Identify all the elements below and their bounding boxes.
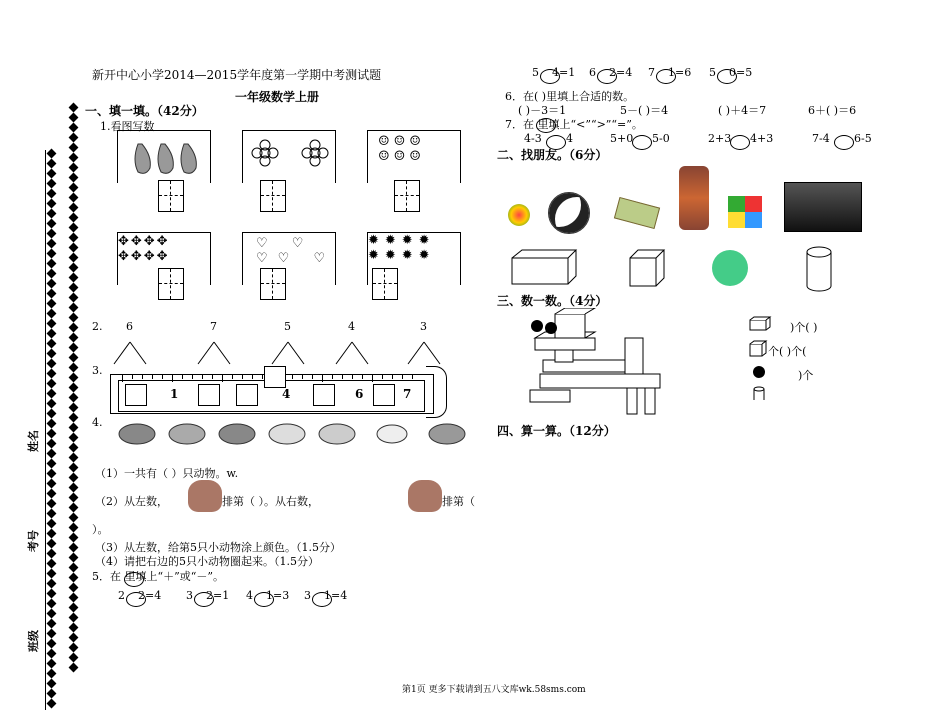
side-diamond xyxy=(47,219,57,229)
border-diamond xyxy=(69,443,79,453)
border-diamond xyxy=(69,253,79,263)
cat-icon xyxy=(188,480,222,512)
question-5: 5．在 里填上“＋”或“－”。 xyxy=(92,570,224,583)
side-diamond xyxy=(47,439,57,449)
side-diamond xyxy=(47,229,57,239)
border-diamond xyxy=(69,603,79,613)
question-4-2d: ）。 xyxy=(92,523,109,536)
ruler-tick xyxy=(152,374,153,379)
question-4-4: （4）请把右边的5只小动物圈起来。（1.5分） xyxy=(95,555,319,568)
side-diamond xyxy=(47,609,57,619)
answer-circle[interactable] xyxy=(730,135,750,150)
border-diamond xyxy=(69,563,79,573)
ruler-tick xyxy=(192,374,193,379)
question-6: 6．在( )里填上合适的数。 xyxy=(505,90,635,103)
border-diamond xyxy=(69,633,79,643)
ruler-tick xyxy=(252,374,253,379)
border-diamond xyxy=(69,183,79,193)
side-diamond xyxy=(47,569,57,579)
border-diamond xyxy=(69,243,79,253)
side-label-number: 考号 xyxy=(27,530,40,552)
border-diamond xyxy=(69,463,79,473)
border-diamond xyxy=(69,583,79,593)
side-diamond xyxy=(47,659,57,669)
ruler-tick xyxy=(362,374,363,379)
equation-right: 6-5 xyxy=(854,132,872,145)
equation-right: 2=4 xyxy=(138,589,162,602)
number-bond-lines xyxy=(184,340,244,370)
border-diamond xyxy=(69,543,79,553)
answer-box[interactable] xyxy=(313,384,335,406)
side-diamond xyxy=(47,579,57,589)
border-diamond xyxy=(69,113,79,123)
side-diamond xyxy=(47,399,57,409)
side-diamond xyxy=(47,669,57,679)
answer-box[interactable] xyxy=(236,384,258,406)
side-line xyxy=(45,150,46,710)
side-diamond xyxy=(47,539,57,549)
number-bond-top: 3 xyxy=(420,320,427,333)
ruler-tick xyxy=(402,374,403,379)
border-diamond xyxy=(69,163,79,173)
border-diamond xyxy=(69,423,79,433)
side-diamond xyxy=(47,509,57,519)
box-icon xyxy=(614,197,660,229)
side-diamond xyxy=(47,489,57,499)
side-diamond xyxy=(47,469,57,479)
border-diamond xyxy=(69,393,79,403)
ruler-number: 7 xyxy=(403,387,412,401)
question-4-2b: 排第（ ）。从右数， xyxy=(222,495,319,508)
sun-icon: ✹✹✹✹ ✹✹✹✹ xyxy=(368,233,436,263)
side-diamond xyxy=(47,589,57,599)
side-diamond xyxy=(47,209,57,219)
side-diamond xyxy=(47,309,57,319)
equation-left: 7-4 xyxy=(812,132,830,145)
side-diamond xyxy=(47,689,57,699)
side-diamond xyxy=(47,499,57,509)
side-diamond xyxy=(47,259,57,269)
number-bond-top: 7 xyxy=(210,320,217,333)
ruler-tick xyxy=(232,374,233,379)
equation-right: 0=5 xyxy=(729,66,753,79)
side-label-name: 姓名 xyxy=(27,430,40,452)
ruler-tick xyxy=(122,374,123,382)
border-diamond xyxy=(69,483,79,493)
number-bond-lines xyxy=(100,340,160,370)
side-diamond xyxy=(47,249,57,259)
heart-icon: ♡ ♡ ♡♡ ♡ xyxy=(256,236,336,266)
question-4-1: （1）一共有（ ）只动物。w. xyxy=(95,467,239,480)
border-diamond xyxy=(69,573,79,583)
border-diamond xyxy=(69,223,79,233)
border-diamond xyxy=(69,433,79,443)
border-diamond xyxy=(69,203,79,213)
side-diamond xyxy=(47,629,57,639)
side-diamond xyxy=(47,279,57,289)
equation-right: 1=4 xyxy=(324,589,348,602)
border-diamond xyxy=(69,273,79,283)
border-diamond xyxy=(69,453,79,463)
question-3-label: 3. xyxy=(92,364,103,377)
side-diamond xyxy=(47,409,57,419)
equation-right: 4+3 xyxy=(750,132,774,145)
answer-box[interactable] xyxy=(373,384,395,406)
border-diamond xyxy=(69,493,79,503)
section-3-title: 三、数一数。（4分） xyxy=(497,294,608,308)
ruler-tick xyxy=(342,374,343,379)
border-diamond xyxy=(69,513,79,523)
side-diamond xyxy=(47,299,57,309)
ruler-tick xyxy=(412,374,413,379)
ruler-tick xyxy=(352,374,353,379)
side-diamond xyxy=(47,369,57,379)
border-diamond xyxy=(69,663,79,673)
number-bond-lines xyxy=(322,340,382,370)
border-diamond xyxy=(69,233,79,243)
border-diamond xyxy=(69,133,79,143)
side-diamond xyxy=(47,169,57,179)
answer-box[interactable] xyxy=(198,384,220,406)
side-diamond xyxy=(47,159,57,169)
question-1: 1.看图写数 xyxy=(100,120,155,133)
equation-left: 2 xyxy=(118,589,125,602)
ruler-number: 1 xyxy=(170,387,179,401)
side-diamond xyxy=(47,699,57,709)
border-diamond xyxy=(69,143,79,153)
side-diamond xyxy=(47,359,57,369)
number-bond-top: 5 xyxy=(284,320,291,333)
count-line-2: 个( )个( xyxy=(768,345,807,358)
side-diamond xyxy=(47,349,57,359)
answer-box[interactable] xyxy=(264,366,286,388)
equation-left: 5+0 xyxy=(610,132,634,145)
section-4-title: 四、算一算。（12分） xyxy=(497,424,616,438)
ruler-tick xyxy=(292,374,293,379)
equation-right: 5-0 xyxy=(652,132,670,145)
section-1-title: 一、填一填。（42分） xyxy=(85,104,204,118)
border-diamond xyxy=(69,623,79,633)
ruler-tick xyxy=(212,374,213,379)
count-line-1: )个( ) xyxy=(790,321,818,334)
fill-blank-equation[interactable]: ( )－3＝1 xyxy=(518,104,567,117)
border-diamond xyxy=(69,303,79,313)
border-diamond xyxy=(69,353,79,363)
border-diamond xyxy=(69,643,79,653)
equation-left: 7 xyxy=(648,66,655,79)
border-diamond xyxy=(69,373,79,383)
border-diamond xyxy=(69,613,79,623)
side-diamond xyxy=(47,639,57,649)
side-diamond xyxy=(47,319,57,329)
side-diamond xyxy=(47,549,57,559)
number-bond-lines xyxy=(394,340,454,370)
number-bond-top: 4 xyxy=(348,320,355,333)
fill-blank-equation[interactable]: ( )＋4＝7 xyxy=(718,104,767,117)
border-diamond xyxy=(69,383,79,393)
equation-left: 2+3 xyxy=(708,132,732,145)
ruler-end xyxy=(426,366,447,418)
border-diamond xyxy=(69,533,79,543)
ruler-tick xyxy=(242,374,243,379)
side-diamond xyxy=(47,389,57,399)
side-diamond xyxy=(47,179,57,189)
number-bond-top: 6 xyxy=(126,320,133,333)
answer-circle[interactable] xyxy=(536,118,556,133)
border-diamond xyxy=(69,173,79,183)
side-diamond xyxy=(47,679,57,689)
ruler-number: 4 xyxy=(282,387,291,401)
solid-shapes xyxy=(508,246,848,294)
count-icons xyxy=(748,316,774,406)
side-diamond xyxy=(47,239,57,249)
side-diamond xyxy=(47,269,57,279)
section-2-title: 二、找朋友。（6分） xyxy=(497,148,608,162)
soccer-ball-icon xyxy=(548,192,590,234)
equation-left: 5 xyxy=(709,66,716,79)
border-diamond xyxy=(69,363,79,373)
equation-right: 4 xyxy=(566,132,573,145)
ruler-tick xyxy=(302,374,303,379)
ruler-tick xyxy=(182,374,183,379)
border-diamond xyxy=(69,503,79,513)
side-diamond xyxy=(47,419,57,429)
ruler-tick xyxy=(132,374,133,379)
equation-left: 5 xyxy=(532,66,539,79)
rubiks-cube-icon xyxy=(728,196,762,228)
border-diamond xyxy=(69,153,79,163)
cat-icon-2 xyxy=(408,480,442,512)
ruler-tick xyxy=(372,374,373,382)
border-diamond xyxy=(69,213,79,223)
answer-circle[interactable] xyxy=(124,572,144,587)
border-diamond xyxy=(69,653,79,663)
flower-icon xyxy=(250,138,330,168)
ruler-tick xyxy=(392,374,393,379)
question-7: 7．在 里填上“<”“>”“=”。 xyxy=(505,118,643,131)
border-diamond xyxy=(69,293,79,303)
border-diamond xyxy=(69,553,79,563)
side-diamond xyxy=(47,339,57,349)
side-diamond xyxy=(47,559,57,569)
equation-left: 3 xyxy=(186,589,193,602)
ruler-tick xyxy=(262,374,263,379)
side-label-class: 班级 xyxy=(27,630,40,652)
equation-right: 1=6 xyxy=(668,66,692,79)
question-2-label: 2. xyxy=(92,320,103,333)
count-line-3: )个 xyxy=(798,369,814,382)
side-diamond xyxy=(47,479,57,489)
ruler-tick xyxy=(312,374,313,379)
ruler-tick xyxy=(172,374,173,382)
ruler-tick xyxy=(322,374,323,382)
side-diamond xyxy=(47,449,57,459)
puzzle-icon: ✥✥✥✥ ✥✥✥✥ xyxy=(118,234,170,264)
exam-title: 新开中心小学2014—2015学年度第一学期中考测试题 xyxy=(92,68,382,82)
answer-circle[interactable] xyxy=(834,135,854,150)
block-structure xyxy=(525,308,670,416)
border-diamond xyxy=(69,323,79,333)
side-diamond xyxy=(47,649,57,659)
exam-subtitle: 一年级数学上册 xyxy=(235,90,320,104)
ball-icon xyxy=(508,204,530,226)
border-diamond xyxy=(69,473,79,483)
border-diamond xyxy=(69,593,79,603)
border-diamond xyxy=(69,123,79,133)
border-diamond xyxy=(69,283,79,293)
side-diamond xyxy=(47,519,57,529)
side-diamond xyxy=(47,379,57,389)
question-4-2a: （2）从左数， xyxy=(95,495,168,508)
fill-blank-equation[interactable]: 5－( )＝4 xyxy=(620,104,669,117)
border-diamond xyxy=(69,333,79,343)
question-4-3: （3）从左数，给第5只小动物涂上颜色。（1.5分） xyxy=(95,541,341,554)
equation-right: 2=4 xyxy=(609,66,633,79)
page-footer: 第1页 更多下载请到五八文库wk.58sms.com xyxy=(402,685,586,695)
fill-blank-equation[interactable]: 6＋( )＝6 xyxy=(808,104,857,117)
ruler-tick xyxy=(202,374,203,379)
border-diamond xyxy=(69,403,79,413)
border-diamond xyxy=(69,523,79,533)
equation-right: 2=1 xyxy=(206,589,230,602)
question-4-2c: 排第（ xyxy=(442,495,475,508)
side-diamond xyxy=(47,429,57,439)
side-diamond xyxy=(47,529,57,539)
border-diamond xyxy=(69,263,79,273)
ruler-tick xyxy=(222,374,223,382)
side-diamond xyxy=(47,599,57,609)
answer-circle[interactable] xyxy=(632,135,652,150)
smiley-icon: ☺☺☺ ☺☺☺ xyxy=(378,134,425,164)
side-diamond xyxy=(47,289,57,299)
side-diamond xyxy=(47,619,57,629)
equation-right: 1=3 xyxy=(266,589,290,602)
border-diamond xyxy=(69,413,79,423)
ruler-tick xyxy=(382,374,383,379)
border-diamond xyxy=(69,193,79,203)
equation-left: 4-3 xyxy=(524,132,542,145)
side-diamond xyxy=(47,459,57,469)
border-diamond xyxy=(69,343,79,353)
ruler-tick xyxy=(142,374,143,379)
answer-box[interactable] xyxy=(125,384,147,406)
side-diamond xyxy=(47,149,57,159)
can-icon xyxy=(679,166,709,230)
equation-left: 6 xyxy=(589,66,596,79)
equation-left: 3 xyxy=(304,589,311,602)
pear-icon xyxy=(128,138,198,178)
ruler-number: 6 xyxy=(355,387,364,401)
side-diamond xyxy=(47,199,57,209)
animals-row xyxy=(112,412,477,452)
black-box-icon xyxy=(784,182,862,232)
ruler-tick xyxy=(162,374,163,379)
ruler-tick xyxy=(332,374,333,379)
side-diamond xyxy=(47,189,57,199)
border-diamond xyxy=(69,103,79,113)
question-4-label: 4. xyxy=(92,416,103,429)
equation-right: 4=1 xyxy=(552,66,576,79)
equation-left: 4 xyxy=(246,589,253,602)
side-diamond xyxy=(47,329,57,339)
border-diamond xyxy=(69,313,79,323)
